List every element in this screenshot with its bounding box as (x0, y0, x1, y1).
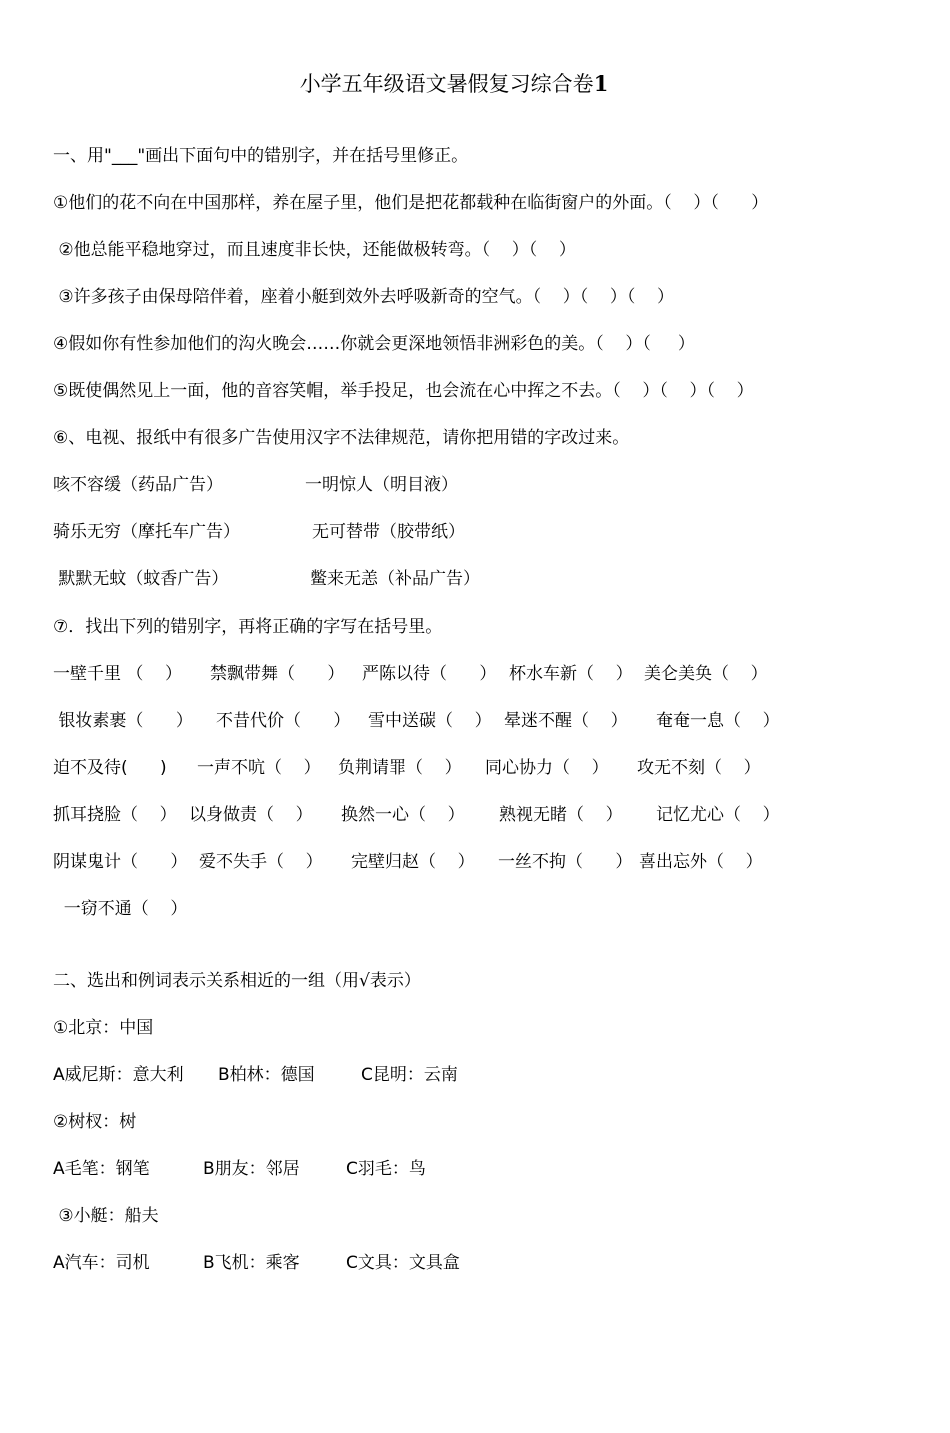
q7-row (53, 757, 761, 779)
idiom-item: 同心协力（ ） (485, 758, 609, 778)
ad-item: 一明惊人（明目液） (305, 475, 458, 495)
sentence-1: ①他们的花不向在中国那样，养在屋子里，他们是把花都载种在临街窗户的外面。（ ）（ ） (53, 193, 769, 213)
idiom-item: 以身做责（ ） (189, 805, 313, 825)
ad-item: 咳不容缓（药品广告） (53, 475, 223, 495)
idiom-item: 奄奄一息（ ） (656, 711, 780, 731)
option-row (53, 1252, 460, 1274)
idiom-item: 记忆尤心（ ） (656, 805, 780, 825)
option-a: A汽车：司机 (53, 1253, 150, 1273)
idiom-item: 美仑美奂（ ） (644, 664, 768, 684)
question-stem: ①北京：中国 (53, 1018, 154, 1038)
idiom-item: 一窃不通（ ） (53, 899, 188, 919)
sentence-2: ②他总能平稳地穿过，而且速度非长快，还能做极转弯。（ ）（ ） (53, 240, 576, 260)
idiom-item: 完壁归赵（ ） (351, 852, 475, 872)
q7-row (53, 663, 768, 685)
question-stem: ③小艇：船夫 (53, 1206, 159, 1226)
idiom-item: 爱不失手（ ） (199, 852, 323, 872)
q7-row (53, 804, 780, 826)
idiom-item: 换然一心（ ） (341, 805, 465, 825)
q7-row (53, 851, 763, 873)
idiom-item: 禁飘带舞（ ） (210, 664, 345, 684)
q6-heading: ⑥、电视、报纸中有很多广告使用汉字不法律规范，请你把用错的字改过来。 (53, 428, 630, 448)
idiom-item: 阴谋鬼计（ ） (53, 852, 188, 872)
idiom-item: 一壁千里 （ ） (53, 664, 183, 684)
option-b: B柏林：德国 (218, 1065, 315, 1085)
q7-heading: ⑦．找出下列的错别字，再将正确的字写在括号里。 (53, 617, 443, 637)
title-number: 1 (593, 71, 609, 96)
idiom-item: 不昔代价（ ） (216, 711, 351, 731)
idiom-item: 攻无不刻（ ） (637, 758, 761, 778)
idiom-item: 严陈以待（ ） (362, 664, 497, 684)
q7-row (53, 898, 188, 920)
idiom-item: 银妆素裹（ ） (53, 711, 193, 731)
idiom-item: 一丝不拘（ ） (498, 852, 633, 872)
q6-row (53, 568, 480, 590)
sentence-5: ⑤既使偶然见上一面，他的音容笑帽，举手投足，也会流在心中挥之不去。（ ）（ ）（ ） (53, 381, 754, 401)
ad-item: 无可替带（胶带纸） (312, 522, 465, 542)
section2-heading: 二、选出和例词表示关系相近的一组（用√表示） (53, 971, 421, 991)
ad-item: 骑乐无穷（摩托车广告） (53, 522, 240, 542)
option-row (53, 1158, 426, 1180)
option-a: A威尼斯：意大利 (53, 1065, 184, 1085)
option-c: C昆明：云南 (361, 1065, 458, 1085)
q6-row (53, 474, 458, 496)
idiom-item: 抓耳挠脸（ ） (53, 805, 177, 825)
question-stem: ②树杈：树 (53, 1112, 137, 1132)
page-title (0, 70, 908, 98)
idiom-item: 杯水车新（ ） (509, 664, 633, 684)
title-text: 小学五年级语文暑假复习综合卷 (299, 72, 594, 96)
option-b: B朋友：邻居 (203, 1159, 300, 1179)
ad-item: 默默无蚊（蚊香广告） (53, 569, 229, 589)
sentence-4: ④假如你有性参加他们的沟火晚会……你就会更深地领悟非洲彩色的美。（ ）（ ） (53, 334, 695, 354)
option-c: C文具：文具盒 (346, 1253, 460, 1273)
idiom-item: 熟视无睹（ ） (499, 805, 623, 825)
idiom-item: 雪中送碳（ ） (368, 711, 492, 731)
ad-item: 鳖来无恙（补品广告） (310, 569, 480, 589)
option-row (53, 1064, 458, 1086)
idiom-item: 负荆请罪（ ） (338, 758, 462, 778)
idiom-item: 迫不及待( ) (53, 758, 167, 778)
section1-heading: 一、用"___"画出下面句中的错别字，并在括号里修正。 (53, 146, 469, 166)
q6-row (53, 521, 465, 543)
idiom-item: 晕迷不醒（ ） (504, 711, 628, 731)
sentence-3: ③许多孩子由保母陪伴着，座着小艇到效外去呼吸新奇的空气。（ ）（ ）（ ） (53, 287, 674, 307)
option-c: C羽毛：鸟 (346, 1159, 426, 1179)
option-b: B飞机：乘客 (203, 1253, 300, 1273)
q7-row (53, 710, 780, 732)
idiom-item: 一声不吭（ ） (197, 758, 321, 778)
option-a: A毛笔：钢笔 (53, 1159, 150, 1179)
idiom-item: 喜出忘外（ ） (639, 852, 763, 872)
